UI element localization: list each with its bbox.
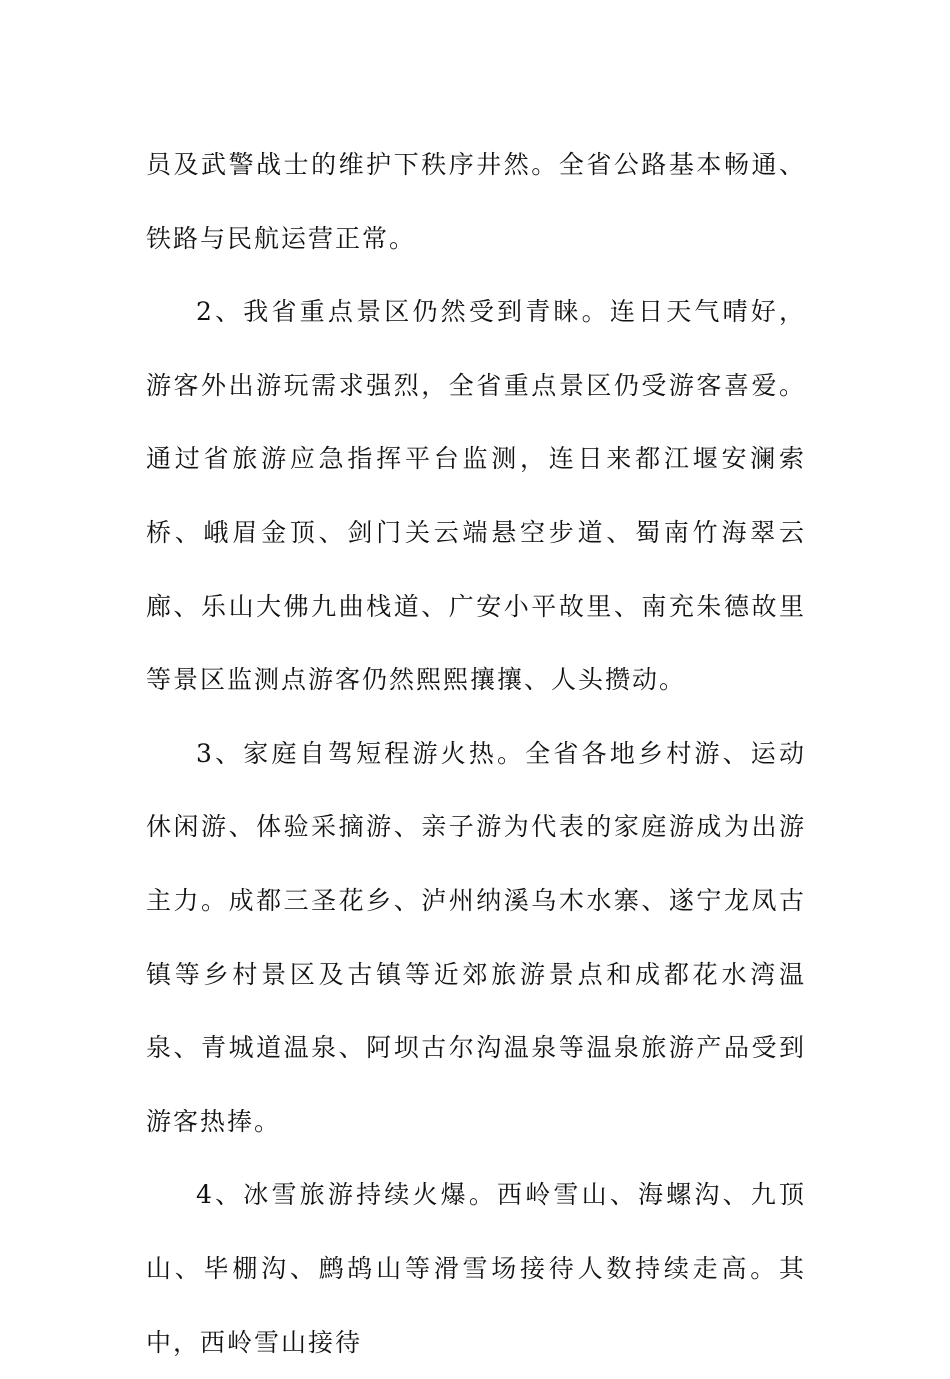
paragraph-ice-snow-tourism: 4、冰雪旅游持续火爆。西岭雪山、海螺沟、九顶山、毕棚沟、鹧鸪山等滑雪场接待人数持续走高。其中，西岭雪山接待	[146, 1180, 806, 1357]
paragraph-continuation: 员及武警战士的维护下秩序井然。全省公路基本畅通、铁路与民航运营正常。	[146, 150, 806, 253]
document-body	[146, 128, 806, 1379]
paragraph-family-self-driving: 3、家庭自驾短程游火热。全省各地乡村游、运动休闲游、体验采摘游、亲子游为代表的家庭游成为出游主力。成都三圣花乡、泸州纳溪乌木水寨、遂宁龙凤古镇等乡村景区及古镇等近郊旅游景点和成都花水湾温泉、青城道温泉、阿坝古尔沟温泉等温泉旅游产品受到游客热捧。	[146, 738, 806, 1136]
paragraph-scenic-spots: 2、我省重点景区仍然受到青睐。连日天气晴好，游客外出游玩需求强烈，全省重点景区仍受游客喜爱。通过省旅游应急指挥平台监测，连日来都江堰安澜索桥、峨眉金顶、剑门关云端悬空步道、蜀南竹海翠云廊、乐山大佛九曲栈道、广安小平故里、南充朱德故里等景区监测点游客仍然熙熙攘攘、人头攒动。	[146, 297, 806, 695]
